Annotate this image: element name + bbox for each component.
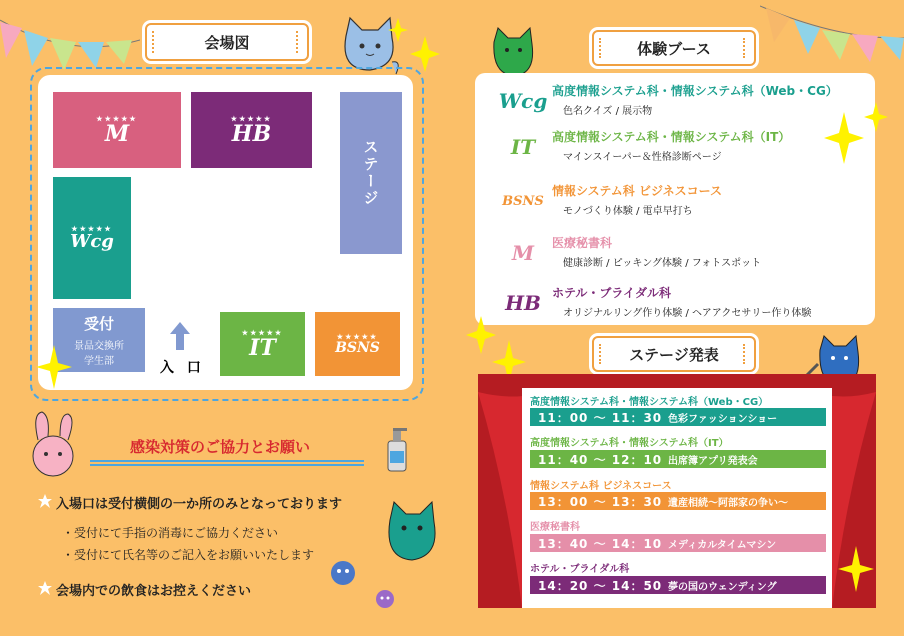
stage-program: メディカルタイムマシン	[668, 539, 777, 551]
booth-section-title	[592, 30, 756, 66]
booth-section-title-text: 体験ブース	[637, 39, 711, 58]
star-bullet-icon	[38, 494, 52, 508]
pink-rabbit-mascot-icon	[30, 410, 76, 478]
stage-slot[interactable]	[530, 450, 826, 468]
sparkle-icon	[410, 36, 440, 72]
booth-web-cg[interactable]	[53, 177, 131, 299]
web-cg-logo-icon: ★★★★★ Wcg	[70, 224, 114, 252]
booth-name: 高度情報システム科・情報システム科（Web・CG）	[552, 84, 838, 98]
notice-title: 感染対策のご協力とお願い	[130, 438, 311, 456]
venue-map-title	[145, 23, 309, 61]
stage-program: 夢の国のウェンディング	[668, 581, 777, 593]
booth-name: 医療秘書科	[552, 236, 613, 250]
sparkle-icon	[36, 345, 72, 389]
booth-description: 色名クイズ / 展示物	[563, 106, 653, 117]
booth-name: 情報システム科 ビジネスコース	[552, 184, 723, 198]
stage-time: 13：00 ～ 13：30	[538, 494, 663, 509]
web-cg-logo-icon: Wcg	[498, 89, 548, 113]
sparkle-icon	[824, 112, 864, 164]
stage-slot[interactable]	[530, 534, 826, 552]
sanitizer-bottle-icon	[384, 425, 410, 473]
it-logo-icon: ★★★★★ IT	[241, 328, 284, 361]
booth-medical[interactable]	[53, 92, 181, 168]
green-cat-mascot-icon	[490, 26, 536, 80]
venue-map-title-text: 会場図	[204, 33, 250, 52]
bunting-left-decoration	[0, 0, 140, 70]
notice-item-no-eating: 会場内での飲食はお控えください	[56, 584, 252, 599]
stage-department: 医療秘書科	[530, 522, 580, 533]
stage-department: 情報システム科 ビジネスコース	[530, 481, 672, 492]
booth-row-hotel-bridal[interactable]	[475, 280, 875, 325]
booth-name: ホテル・ブライダル科	[552, 286, 672, 300]
booth-row-business[interactable]	[475, 178, 875, 223]
medical-logo-text: M	[104, 121, 130, 147]
booth-it[interactable]	[220, 312, 305, 376]
star-bullet-icon	[38, 581, 52, 595]
booth-row-web-cg[interactable]	[475, 78, 875, 123]
stage-section-title	[592, 336, 756, 372]
business-logo-text: BSNS	[335, 340, 380, 356]
notice-sub-register: ・受付にて氏名等のご記入をお願いいたします	[62, 548, 315, 562]
sparkle-icon	[864, 102, 888, 132]
stage-department: 高度情報システム科・情報システム科（Web・CG）	[530, 397, 769, 408]
stage-area-label: ステージ	[361, 139, 380, 207]
booth-description: オリジナルリング作り体験 / ヘアアクセサリー作り体験	[563, 308, 812, 319]
stage-program: 出席簿アプリ発表会	[668, 455, 758, 467]
stage-program: 色彩ファッションショー	[668, 413, 778, 425]
medical-logo-icon: ★★★★★ M	[96, 114, 138, 147]
purple-germ-icon	[372, 586, 398, 612]
business-logo-icon: ★★★★★ BSNS	[335, 332, 380, 356]
booth-row-it[interactable]	[475, 124, 875, 169]
notice-item-entrance: 入場口は受付横側の一か所のみとなっております	[56, 497, 343, 512]
sparkle-icon	[388, 18, 408, 42]
stage-slot[interactable]	[530, 576, 826, 594]
it-logo-icon: IT	[510, 135, 536, 159]
stage-department: ホテル・ブライダル科	[530, 564, 630, 575]
hotel-logo-text: HB	[231, 121, 272, 147]
hotel-bridal-logo-icon: HB	[505, 291, 541, 315]
notice-sub-sanitize: ・受付にて手指の消毒にご協力ください	[62, 526, 279, 540]
blue-germ-icon	[326, 556, 360, 590]
web-logo-text: Wcg	[70, 231, 114, 252]
medical-logo-icon: M	[511, 241, 535, 265]
stage-slot[interactable]	[530, 492, 826, 510]
entrance-arrow-icon	[169, 322, 191, 350]
booth-description: 健康診断 / ピッキング体験 / フォトスポット	[563, 258, 762, 269]
stage-time: 11：40 ～ 12：10	[538, 452, 663, 467]
booth-description: マインスイーパー＆性格診断ページ	[563, 152, 722, 163]
booth-row-medical[interactable]	[475, 230, 875, 275]
entrance-label: 入 口	[160, 360, 205, 376]
stage-section-title-text: ステージ発表	[629, 345, 719, 364]
stage-program: 遺産相続～阿部家の争い～	[668, 497, 788, 509]
stage-time: 14：20 ～ 14：50	[538, 578, 663, 593]
student-affairs-label: 学生部	[84, 356, 114, 367]
booth-hotel-bridal[interactable]	[191, 92, 312, 168]
booth-name: 高度情報システム科・情報システム科（IT）	[552, 130, 791, 144]
stage-slot[interactable]	[530, 408, 826, 426]
booth-description: モノづくり体験 / 電卓早打ち	[563, 206, 693, 217]
notice-underline	[90, 460, 364, 466]
stage-department: 高度情報システム科・情報システム科（IT）	[530, 438, 729, 449]
stage-time: 13：40 ～ 14：10	[538, 536, 663, 551]
business-logo-icon: BSNS	[502, 193, 544, 209]
hotel-bridal-logo-icon: ★★★★★ HB	[230, 114, 273, 147]
reception-label: 受付	[83, 315, 114, 333]
it-logo-text: IT	[249, 335, 276, 361]
stage-time: 11：00 ～ 11：30	[538, 410, 663, 425]
bunting-right-decoration	[760, 0, 904, 70]
prize-exchange-label: 景品交換所	[74, 341, 124, 352]
booth-business[interactable]	[315, 312, 400, 376]
green-cat-mascot-icon	[384, 500, 442, 566]
stage-area[interactable]	[340, 92, 402, 254]
sparkle-icon	[838, 546, 874, 592]
